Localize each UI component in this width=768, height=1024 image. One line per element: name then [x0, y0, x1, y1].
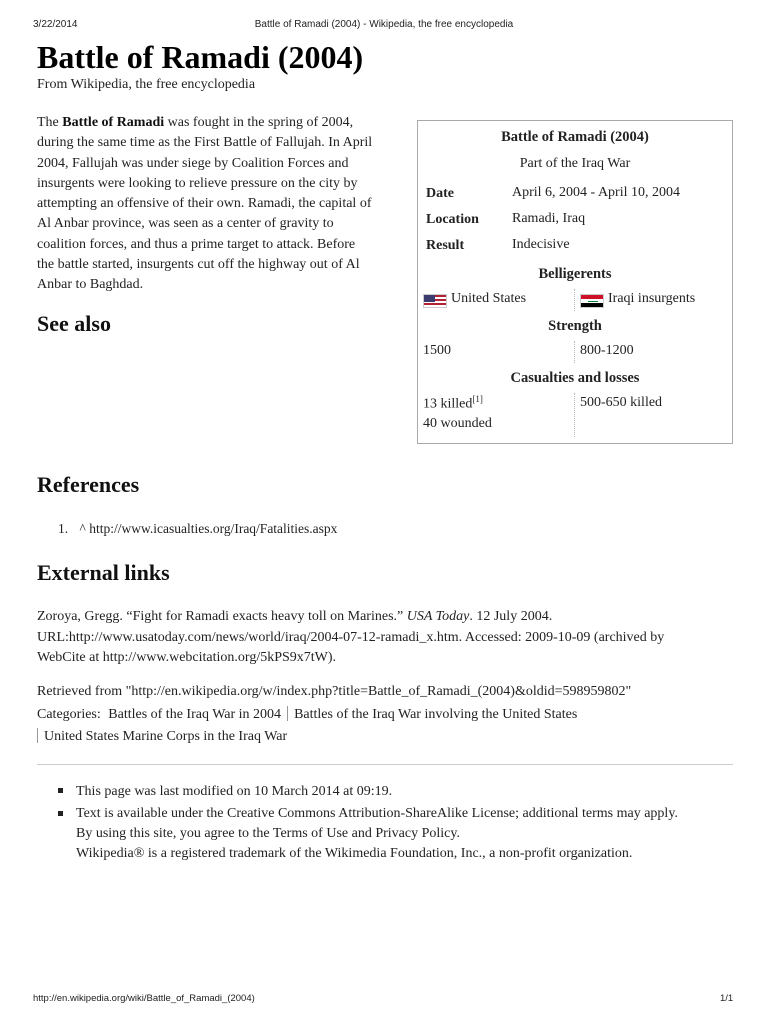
- citation-link[interactable]: [1]: [472, 394, 483, 404]
- bullet-icon: [58, 811, 63, 816]
- intro-line: insurgents were looking to relieve pressure on the city by: [37, 175, 358, 191]
- infobox-part-of: Part of the Iraq War: [519, 156, 631, 171]
- category-link[interactable]: Battles of the Iraq War in 2004: [108, 707, 282, 722]
- infobox-strength-heading: Strength: [548, 318, 602, 334]
- intro-line: during the same time as the First Battle of Fallujah. In April: [37, 135, 373, 151]
- intro-line: 2004, Fallujah was under siege by Coalition Forces and: [37, 155, 349, 171]
- terms-text-line: By using this site, you agree to the Terms of Use and Privacy Policy.: [76, 826, 460, 841]
- infobox-casualties-heading: Casualties and losses: [510, 370, 640, 386]
- intro-line: attempting an offensive of their own. Ramadi, the capital of: [37, 196, 372, 212]
- infobox-result-label: Result: [426, 238, 465, 253]
- belligerent-united-states[interactable]: United States: [451, 291, 527, 306]
- print-page-number: 1/1: [720, 993, 734, 1004]
- reference-number: 1.: [58, 521, 69, 536]
- print-url: http://en.wikipedia.org/wiki/Battle_of_Ramadi_(2004): [33, 993, 255, 1004]
- print-date: 3/22/2014: [33, 19, 78, 30]
- us-flag-icon: [423, 294, 447, 308]
- citation-url-line[interactable]: URL:http://www.usatoday.com/news/world/iraq/2004-07-12-ramadi_x.htm. Accessed: 2009-10-09 (archived by: [37, 629, 665, 645]
- intro-line: The Battle of Ramadi was fought in the spring of 2004,: [37, 115, 354, 130]
- intro-line: Al Anbar province, was seen as a center of gravity to: [37, 216, 334, 232]
- category-link[interactable]: United States Marine Corps in the Iraq War: [44, 729, 288, 744]
- infobox: [417, 120, 733, 444]
- page-subtitle: From Wikipedia, the free encyclopedia: [37, 77, 256, 92]
- infobox-location-value: Ramadi, Iraq: [512, 211, 586, 226]
- last-modified-text: This page was last modified on 10 March 2014 at 09:19.: [76, 784, 393, 799]
- infobox-location-label: Location: [426, 212, 479, 227]
- infobox-date-label: Date: [426, 186, 454, 201]
- license-text-line: Text is available under the Creative Commons Attribution-ShareAlike License; additional terms may apply.: [76, 806, 678, 821]
- external-links-heading: External links: [37, 560, 170, 585]
- intro-line: coalition forces, and thus a prime target to attack. Before: [37, 236, 356, 252]
- intro-line: Anbar to Baghdad.: [37, 277, 144, 293]
- external-link-citation: [37, 607, 737, 669]
- casualties-insurgents: 500-650 killed: [580, 395, 663, 410]
- print-page-title: Battle of Ramadi (2004) - Wikipedia, the free encyclopedia: [254, 19, 514, 30]
- intro-paragraph: [37, 113, 397, 296]
- casualties-us-killed: 13 killed[1]: [423, 394, 483, 412]
- infobox-result-value: Indecisive: [512, 237, 570, 252]
- casualties-us-wounded: 40 wounded: [423, 416, 492, 431]
- references-heading: References: [37, 472, 140, 497]
- categories-label[interactable]: Categories:: [37, 707, 101, 722]
- strength-us: 1500: [423, 343, 451, 358]
- reference-backlink[interactable]: ^: [79, 521, 86, 536]
- footer-divider: [37, 764, 733, 765]
- infobox-title: Battle of Ramadi (2004): [501, 129, 649, 145]
- categories-box: [37, 704, 577, 748]
- category-link[interactable]: Battles of the Iraq War involving the United States: [294, 707, 578, 722]
- reference-item: [58, 521, 337, 537]
- bullet-icon: [58, 788, 63, 793]
- belligerent-iraqi-insurgents[interactable]: Iraqi insurgents: [608, 291, 696, 306]
- page-title: Battle of Ramadi (2004): [37, 39, 364, 75]
- intro-line: the battle started, insurgents cut off the highway out of Al: [37, 257, 360, 273]
- infobox-belligerents-heading: Belligerents: [538, 266, 612, 282]
- article-subject-bold: Battle of Ramadi: [62, 115, 165, 130]
- trademark-text-line: Wikipedia® is a registered trademark of the Wikimedia Foundation, Inc., a non-profit organization.: [76, 846, 633, 861]
- see-also-heading: See also: [37, 311, 111, 336]
- retrieved-from: Retrieved from "http://en.wikipedia.org/w/index.php?title=Battle_of_Ramadi_(2004)&oldid=598959802": [37, 684, 632, 699]
- citation-line: Zoroya, Gregg. “Fight for Ramadi exacts heavy toll on Marines.” USA Today. 12 July 2004.: [37, 609, 553, 624]
- iraq-flag-icon: [580, 294, 604, 308]
- citation-archive-line[interactable]: WebCite at http://www.webcitation.org/5kPS9x7tW).: [37, 650, 337, 665]
- infobox-date-value: April 6, 2004 - April 10, 2004: [512, 185, 680, 200]
- reference-url-link[interactable]: http://www.icasualties.org/Iraq/Fatalities.aspx: [89, 521, 338, 536]
- strength-insurgents: 800-1200: [580, 343, 634, 358]
- publication-name: USA Today: [406, 609, 470, 624]
